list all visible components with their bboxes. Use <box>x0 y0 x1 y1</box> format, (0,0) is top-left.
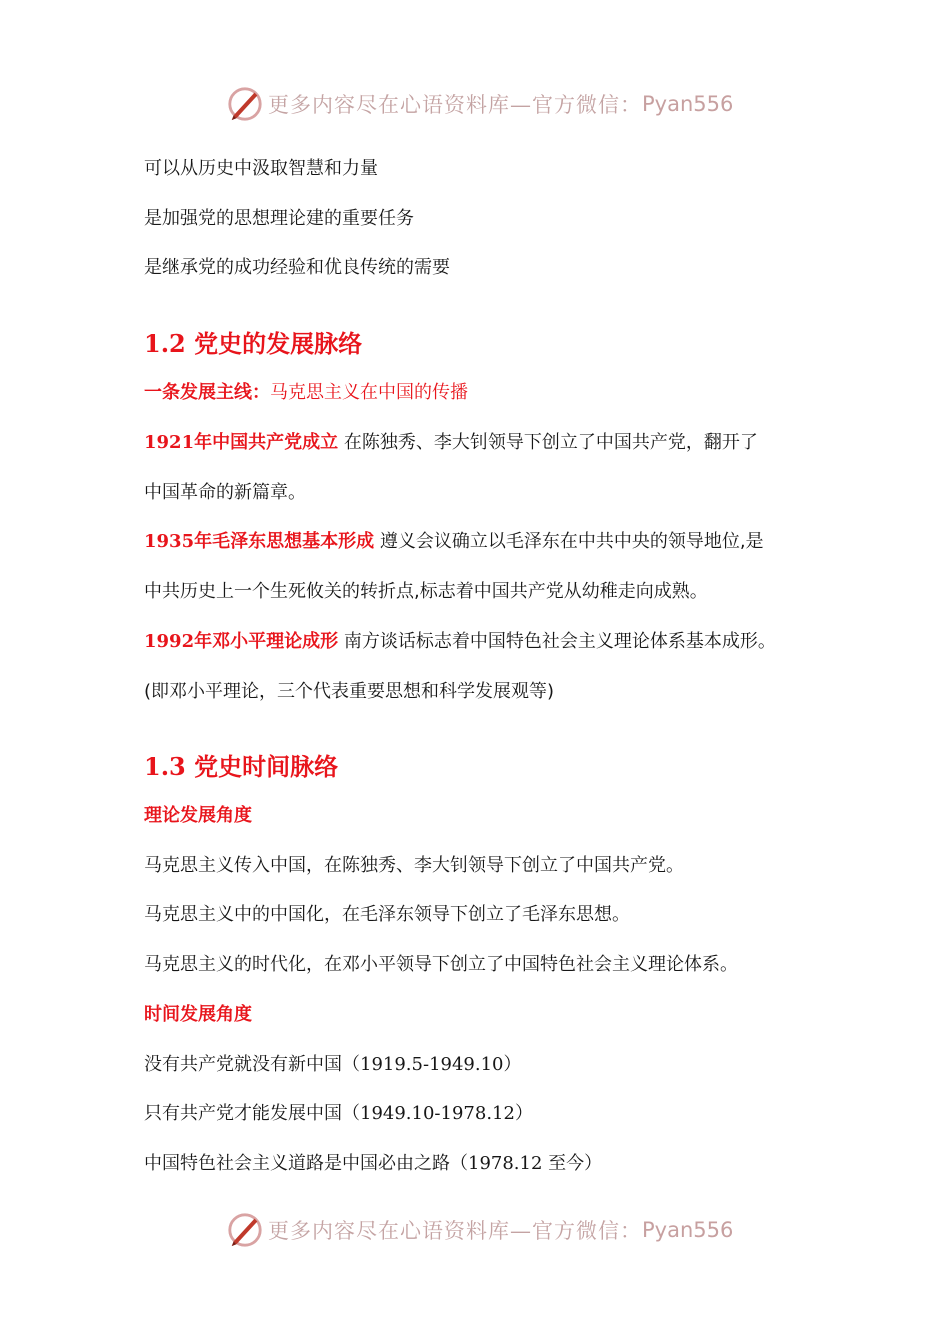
watermark-wechat-id: Pyan556 <box>642 1218 734 1242</box>
mainline-label: 一条发展主线： <box>144 382 270 403</box>
theory-line-3: 马克思主义的时代化，在邓小平领导下创立了中国特色社会主义理论体系。 <box>144 954 738 975</box>
section-heading-1-3 <box>144 751 338 783</box>
theory-heading: 理论发展角度 <box>144 805 252 826</box>
section-title: 党史的发展脉络 <box>194 330 363 358</box>
event-text: 南方谈话标志着中国特色社会主义理论体系基本成形。 <box>338 631 776 652</box>
theory-line-2: 马克思主义中的中国化，在毛泽东领导下创立了毛泽东思想。 <box>144 904 630 925</box>
event-continuation-1921: 中国革命的新篇章。 <box>144 482 306 503</box>
event-year: 1935 <box>144 531 195 552</box>
event-text: 在陈独秀、李大钊领导下创立了中国共产党，翻开了 <box>338 432 758 453</box>
event-continuation-1935: 中共历史上一个生死攸关的转折点,标志着中国共产党从幼稚走向成熟。 <box>144 581 708 602</box>
mainline-text: 马克思主义在中国的传播 <box>270 382 468 403</box>
pen-logo-icon <box>226 85 264 123</box>
event-row-1921 <box>144 431 758 455</box>
watermark-text: 更多内容尽在心语资料库—官方微信： <box>268 1219 642 1243</box>
watermark-wechat-id: Pyan556 <box>642 92 734 116</box>
event-continuation-1992: (即邓小平理论，三个代表重要思想和科学发展观等) <box>144 681 555 702</box>
pen-logo-icon <box>226 1211 264 1249</box>
event-label: 年邓小平理论成形 <box>194 631 339 652</box>
event-row-1992 <box>144 630 776 654</box>
event-text: 遵义会议确立以毛泽东在中共中央的领导地位,是 <box>374 531 764 552</box>
time-line-range: 1919.5-1949.10 <box>360 1054 504 1075</box>
watermark-footer <box>226 1210 733 1250</box>
time-heading: 时间发展角度 <box>144 1004 252 1025</box>
section-number: 1.2 <box>144 329 186 358</box>
time-line-1 <box>144 1053 522 1077</box>
event-year: 1992 <box>144 631 195 652</box>
mainline-row <box>144 381 468 405</box>
time-line-range: 1949.10-1978.12 <box>360 1103 515 1124</box>
section-heading-1-2 <box>144 328 362 360</box>
event-year: 1921 <box>144 432 195 453</box>
time-line-text: 中国特色社会主义道路是中国必由之路（ <box>144 1153 468 1174</box>
watermark-header <box>226 84 733 124</box>
event-label: 年毛泽东思想基本形成 <box>194 531 375 552</box>
time-line-end: ） <box>503 1054 522 1075</box>
section-title: 党史时间脉络 <box>194 753 339 781</box>
intro-line-3: 是继承党的成功经验和优良传统的需要 <box>144 257 450 278</box>
watermark-text: 更多内容尽在心语资料库—官方微信： <box>268 93 642 117</box>
theory-line-1: 马克思主义传入中国，在陈独秀、李大钊领导下创立了中国共产党。 <box>144 855 684 876</box>
time-line-end: ） <box>514 1103 533 1124</box>
time-line-end: 至今） <box>542 1153 603 1174</box>
time-line-range: 1978.12 <box>468 1153 543 1174</box>
event-row-1935 <box>144 530 764 554</box>
intro-line-2: 是加强党的思想理论建的重要任务 <box>144 208 414 229</box>
time-line-text: 只有共产党才能发展中国（ <box>144 1103 360 1124</box>
time-line-2 <box>144 1102 533 1126</box>
time-line-3 <box>144 1152 602 1176</box>
time-line-text: 没有共产党就没有新中国（ <box>144 1054 360 1075</box>
event-label: 年中国共产党成立 <box>194 432 339 453</box>
intro-line-1: 可以从历史中汲取智慧和力量 <box>144 158 378 179</box>
section-number: 1.3 <box>144 752 186 781</box>
